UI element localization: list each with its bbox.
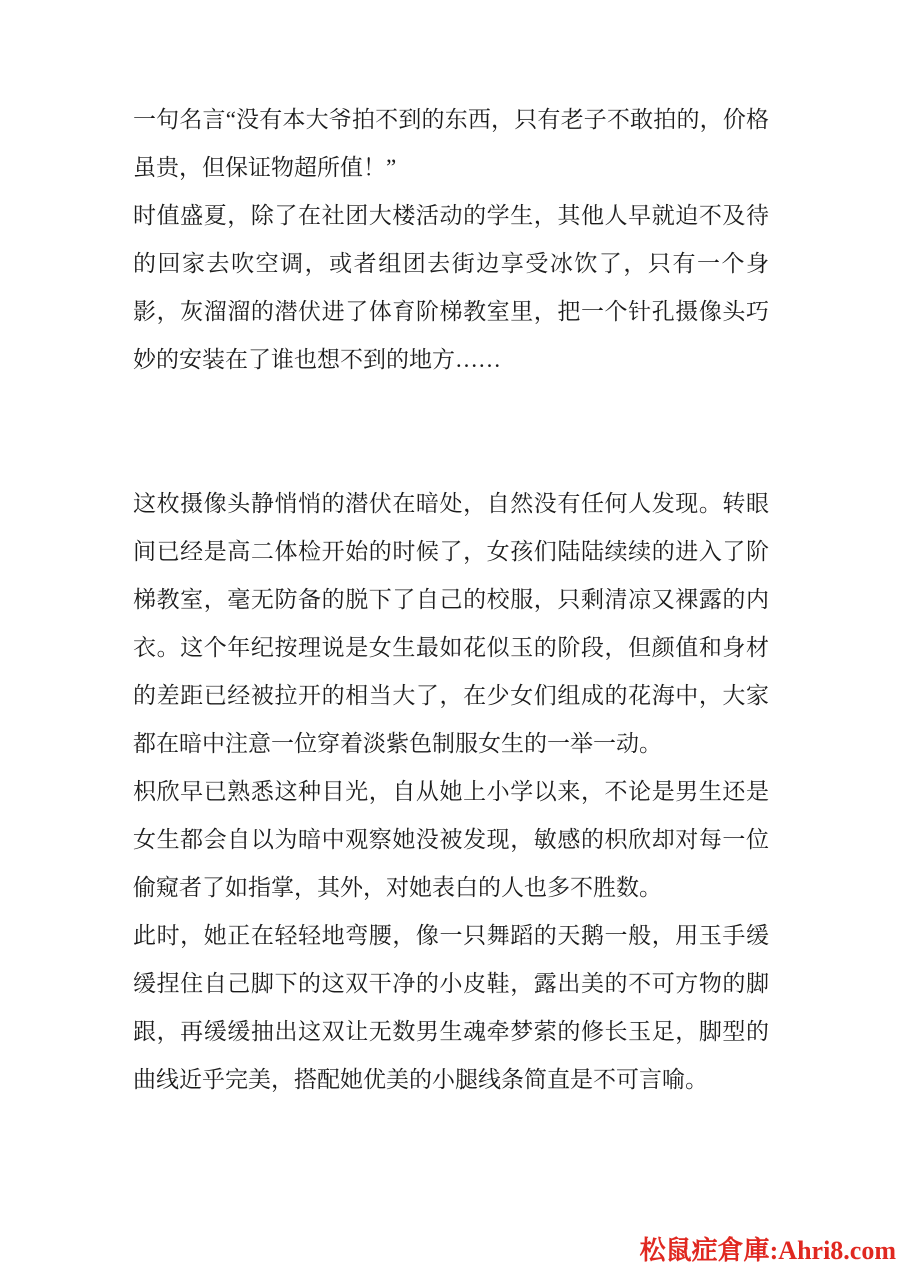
paragraph-summer-scene: 时值盛夏，除了在社团大楼活动的学生，其他人早就迫不及待的回家去吹空调，或者组团去街边享受冰饮了，只有一个身影，灰溜溜的潜伏进了体育阶梯教室里，把一个针孔摄像头巧妙的安装在了谁也想不到的地方……	[133, 203, 769, 372]
text-body	[133, 96, 769, 1104]
paragraph-closing-scene: 此时，她正在轻轻地弯腰，像一只舞蹈的天鹅一般，用玉手缓缓捏住自己脚下的这双干净的小皮鞋，露出美的不可方物的脚跟，再缓缓抽出这双让无数男生魂牵梦萦的修长玉足，脚型的曲线近乎完美，搭配她优美的小腿线条简直是不可言喻。	[133, 923, 769, 1092]
paragraph-quote: 一句名言“没有本大爷拍不到的东西，只有老子不敢拍的，价格虽贵，但保证物超所值！”	[133, 107, 769, 180]
watermark: 松鼠症倉庫:Ahri8.com	[639, 1236, 896, 1265]
paragraph-classroom-scene: 这枚摄像头静悄悄的潜伏在暗处，自然没有任何人发现。转眼间已经是高二体检开始的时候了，女孩们陆陆续续的进入了阶梯教室，毫无防备的脱下了自己的校服，只剩清凉又裸露的内衣。这个年纪按理说是女生最如花似玉的阶段，但颜值和身材的差距已经被拉开的相当大了，在少女们组成的花海中，大家都在暗中注意一位穿着淡紫色制服女生的一举一动。	[133, 491, 769, 756]
paragraph-zhixin-intro: 枳欣早已熟悉这种目光，自从她上小学以来，不论是男生还是女生都会自以为暗中观察她没被发现，敏感的枳欣却对每一位偷窥者了如指掌，其外，对她表白的人也多不胜数。	[133, 779, 769, 900]
